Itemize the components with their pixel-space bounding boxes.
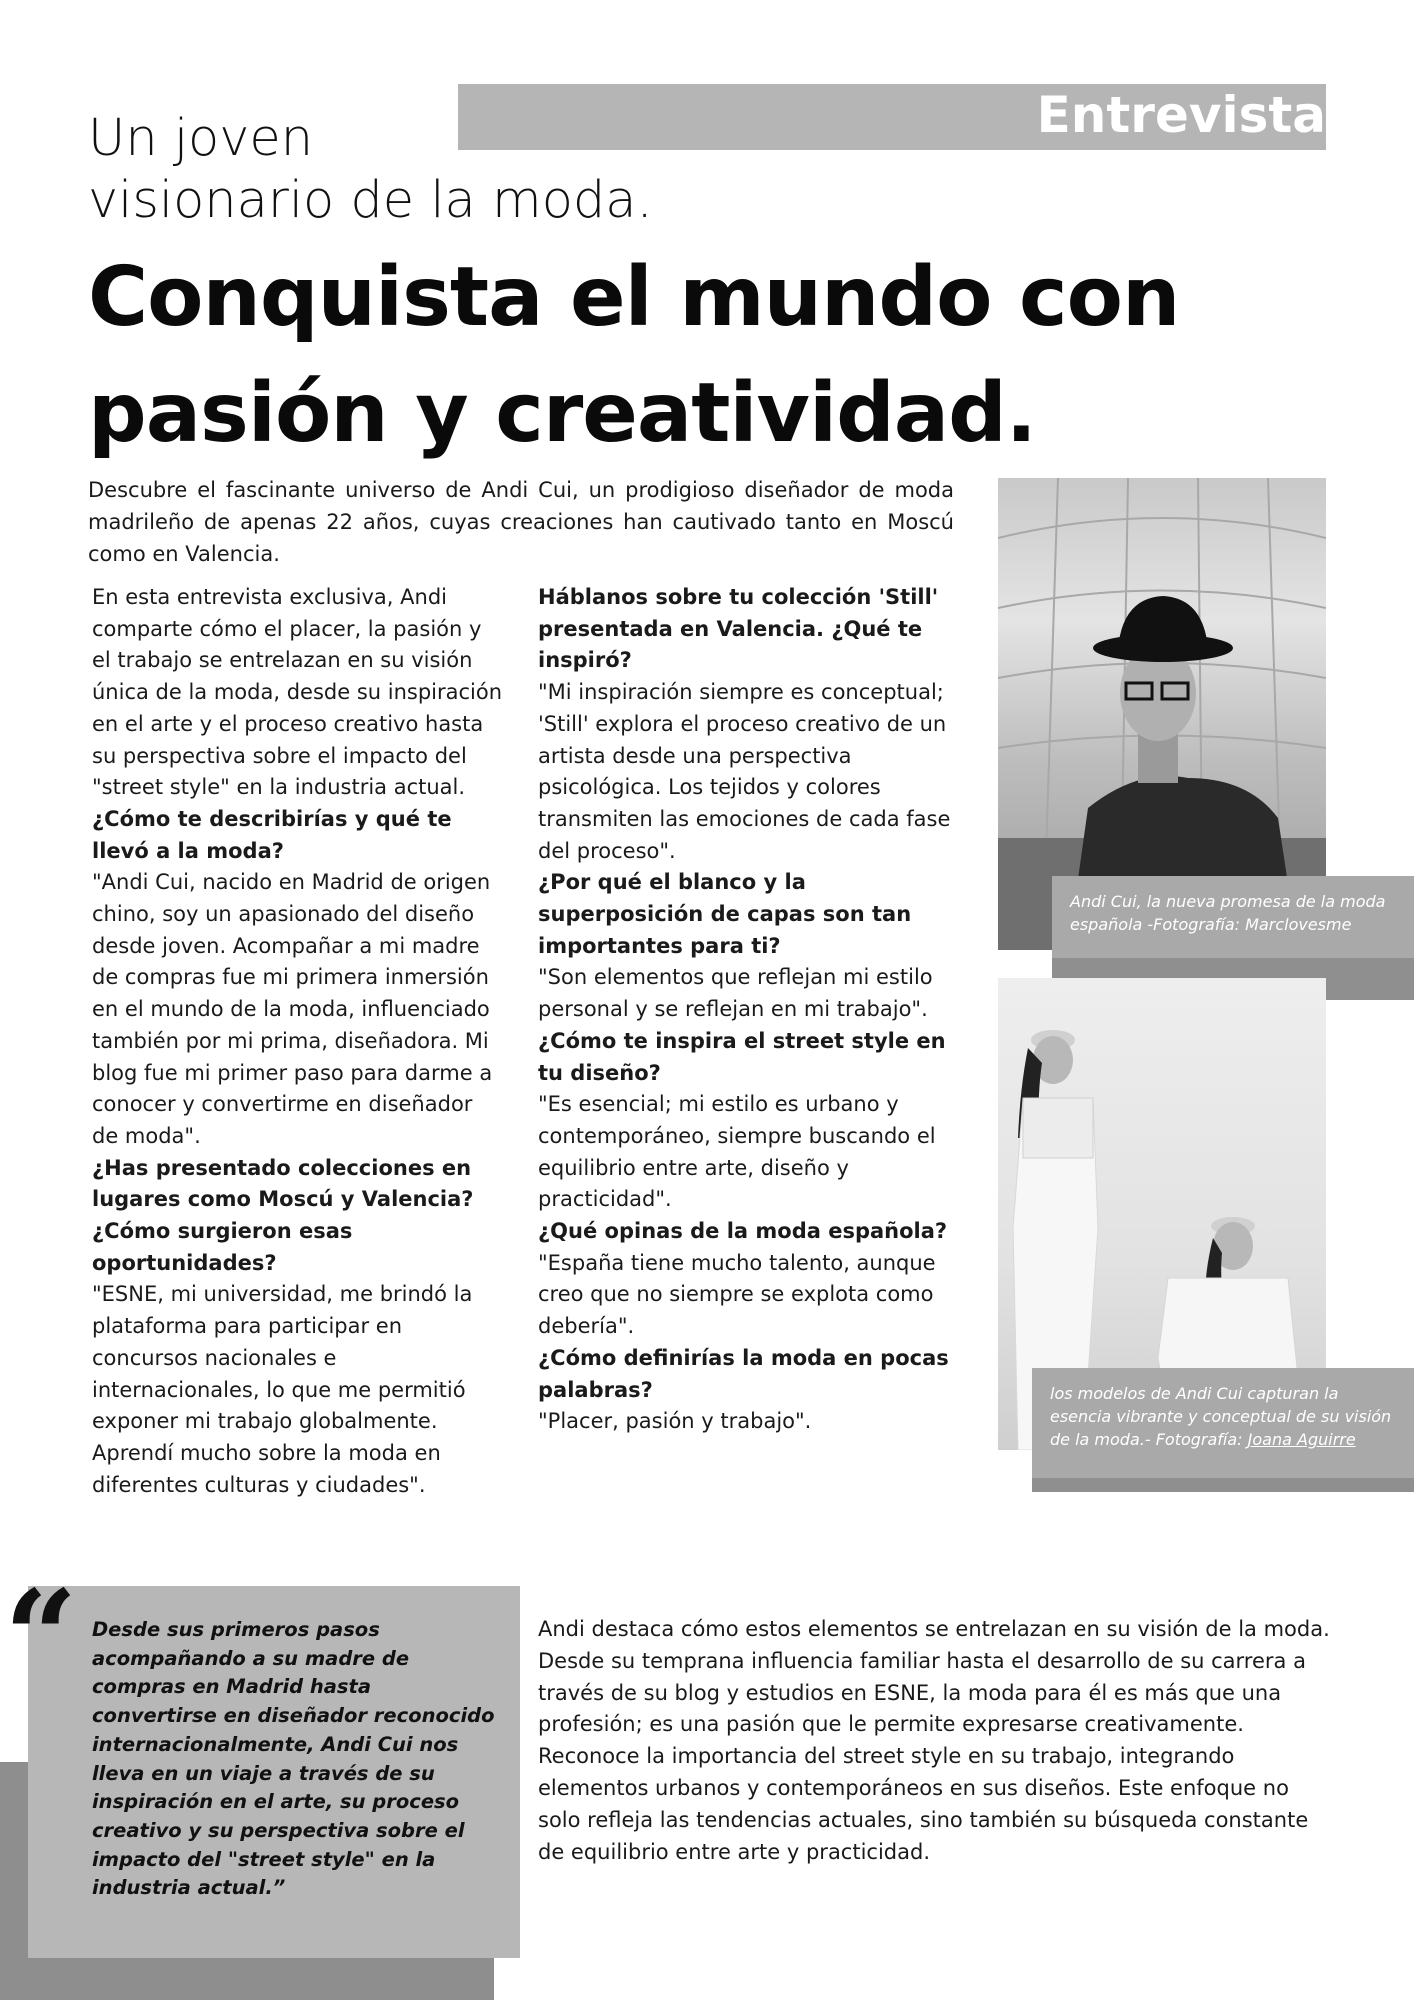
lede: Descubre el fascinante universo de Andi Cui, un prodigioso diseñador de moda madrileño de apenas 22 años, cuyas creaciones han cautivado tanto en Moscú como en Valencia. [88, 478, 954, 566]
headline-line-2: pasión y creatividad. [88, 366, 1036, 461]
section-label: Entrevista [1036, 86, 1326, 144]
answer: "Son elementos que reflejan mi estilo personal y se reflejan en mi trabajo". [538, 965, 933, 1022]
photo-caption [1052, 876, 1414, 958]
question: Háblanos sobre tu colección 'Still' presentada en Valencia. ¿Qué te inspiró? [538, 585, 939, 673]
question: ¿Qué opinas de la moda española? [538, 1219, 948, 1244]
headline-line-1: Conquista el mundo con [88, 250, 1180, 345]
kicker-line-2: visionario de la moda. [88, 171, 653, 230]
pull-quote-text: Desde sus primeros pasos acompañando a su madre de compras en Madrid hasta convertirse en diseñador reconocido internacionalmente, Andi Cui nos lleva en un viaje a través de su inspiración en el arte, su proceso creativo y su perspectiva sobre el impacto del "street style" en la industria actual.” [92, 1618, 495, 1900]
answer: "Placer, pasión y trabajo". [538, 1409, 812, 1434]
question: ¿Cómo te describirías y qué te llevó a la moda? [92, 806, 452, 863]
answer: "Es esencial; mi estilo es urbano y contemporáneo, siempre buscando el equilibrio entre arte, diseño y practicidad". [538, 1092, 936, 1212]
answer: "España tiene mucho talento, aunque creo que no siempre se explota como debería". [538, 1250, 936, 1339]
headline [88, 240, 1378, 472]
answer: "ESNE, mi universidad, me brindó la plataforma para participar en concursos nacionales e internacionales, lo que me permitió exponer mi trabajo globalmente. Aprendí mucho sobre la moda en diferentes culturas y ciudades". [92, 1282, 473, 1497]
kicker-line-1: Un joven [88, 109, 314, 168]
caption-text-body: los modelos de Andi Cui capturan la esencia vibrante y conceptual de su visión de la moda.- Fotografía: [1050, 1384, 1392, 1449]
question: ¿Cómo te inspira el street style en tu diseño? [538, 1028, 946, 1085]
intro-paragraph: En esta entrevista exclusiva, Andi comparte cómo el placer, la pasión y el trabajo se entrelazan en su visión única de la moda, desde su inspiración en el arte y el proceso creativo hasta su perspectiva sobre el impacto del "street style" en la industria actual. [92, 585, 503, 800]
caption-text [1050, 1382, 1402, 1451]
closing-paragraph-2: Reconoce la importancia del street style en su trabajo, integrando elementos urbanos y contemporáneos en sus diseños. Este enfoque no solo refleja las tendencias actuales, sino también su búsqueda constante de equilibrio entre arte y practicidad. [538, 1744, 1309, 1864]
photo-caption [1032, 1368, 1414, 1478]
closing-paragraph-1: Andi destaca cómo estos elementos se entrelazan en su visión de la moda. Desde su temprana influencia familiar hasta el desarrollo de su carrera a través de su blog y estudios en ESNE, la moda para él es más que una profesión; es una pasión que le permite expresarse creativamente. [538, 1617, 1330, 1737]
question: ¿Por qué el blanco y la superposición de capas son tan importantes para ti? [538, 870, 912, 958]
kicker [88, 108, 788, 232]
article-column-1 [92, 582, 504, 1501]
article-column-2 [538, 582, 964, 1438]
quote-mark-icon: “ [4, 1563, 78, 1713]
closing-text [538, 1614, 1338, 1868]
question: ¿Cómo definirías la moda en pocas palabras? [538, 1345, 949, 1402]
photo-credit-link[interactable]: Joana Aguirre [1247, 1430, 1356, 1449]
answer: "Mi inspiración siempre es conceptual; 'Still' explora el proceso creativo de un artista desde una perspectiva psicológica. Los tejidos y colores transmiten las emociones de cada fase del proceso". [538, 680, 951, 863]
question: ¿Has presentado colecciones en lugares como Moscú y Valencia? ¿Cómo surgieron esas oportunidades? [92, 1155, 474, 1275]
answer: "Andi Cui, nacido en Madrid de origen chino, soy un apasionado del diseño desde joven. Acompañar a mi madre de compras fue mi primera inmersión en el mundo de la moda, influenciado también por mi prima, diseñadora. Mi blog fue mi primer paso para darme a conocer y convertirme en diseñador de moda". [92, 870, 493, 1148]
caption-text: Andi Cui, la nueva promesa de la moda española -Fotografía: Marclovesme [1070, 892, 1386, 934]
